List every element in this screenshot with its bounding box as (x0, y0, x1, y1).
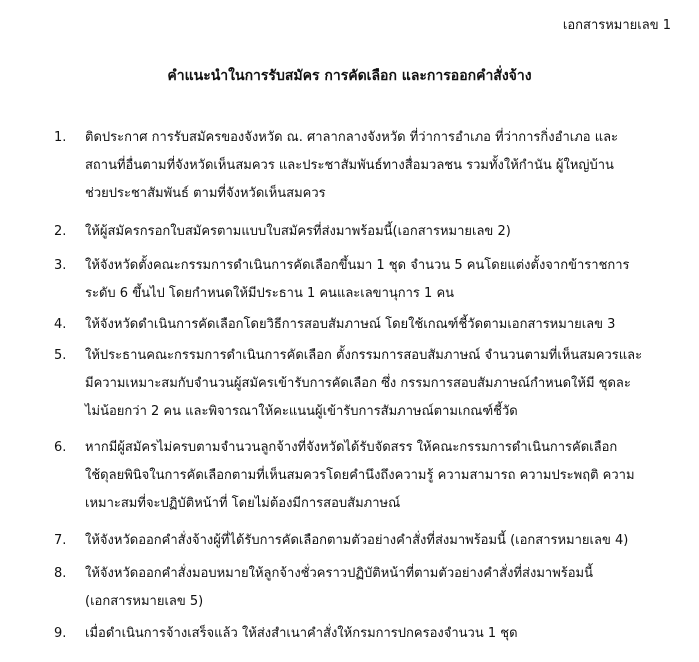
item-text (85, 252, 675, 308)
item-text (85, 434, 675, 518)
item-line: ให้จังหวัดออกคำสั่งจ้างผู้ที่ได้รับการคัดเลือกตามตัวอย่างคำสั่งที่ส่งมาพร้อมนี้ (เอกสารหมายเลข 4) (85, 533, 629, 548)
item-text (85, 560, 675, 616)
item-line: มีความเหมาะสมกับจำนวนผู้สมัครเข้ารับการคัดเลือก ซึ่ง กรรมการสอบสัมภาษณ์กำหนดให้มี ชุดละ (85, 376, 631, 391)
document-number-label: เอกสารหมายเลข 1 (562, 18, 671, 33)
item-line: ให้จังหวัดออกคำสั่งมอบหมายให้ลูกจ้างชั่วคราวปฏิบัติหน้าที่ตามตัวอย่างคำสั่งที่ส่งมาพร้อมนี้ (85, 566, 594, 581)
item-number: 9. (54, 626, 67, 641)
item-line: เหมาะสมที่จะปฏิบัติหน้าที่ โดยไม่ต้องมีการสอบสัมภาษณ์ (85, 496, 401, 511)
item-line: หากมีผู้สมัครไม่ครบตามจำนวนลูกจ้างที่จังหวัดได้รับจัดสรร ให้คณะกรรมการดำเนินการคัดเลือก (85, 440, 618, 455)
item-line: ติดประกาศ การรับสมัครของจังหวัด ณ. ศาลากลางจังหวัด ที่ว่าการอำเภอ ที่ว่าการกิ่งอำเภอ และ (85, 130, 619, 145)
item-text (85, 218, 675, 246)
item-line: ใช้ดุลยพินิจในการคัดเลือกตามที่เห็นสมควรโดยคำนึงถึงความรู้ ความสามารถ ความประพฤติ ความ (85, 468, 635, 483)
item-line: (เอกสารหมายเลข 5) (85, 594, 204, 609)
item-number: 5. (54, 348, 67, 363)
item-line: สถานที่อื่นตามที่จังหวัดเห็นสมควร และประชาสัมพันธ์ทางสื่อมวลชน รวมทั้งให้กำนัน ผู้ใหญ่บ้าน (85, 158, 614, 173)
item-number: 6. (54, 440, 67, 455)
item-text (85, 311, 675, 339)
item-text (85, 342, 675, 426)
item-text (85, 620, 675, 648)
item-line: ช่วยประชาสัมพันธ์ ตามที่จังหวัดเห็นสมควร (85, 186, 326, 201)
item-text (85, 527, 675, 555)
item-number: 2. (54, 224, 67, 239)
item-line: ให้จังหวัดดำเนินการคัดเลือกโดยวิธีการสอบสัมภาษณ์ โดยใช้เกณฑ์ชี้วัดตามเอกสารหมายเลข 3 (85, 317, 616, 332)
item-line: ให้ประธานคณะกรรมการดำเนินการคัดเลือก ตั้งกรรมการสอบสัมภาษณ์ จำนวนตามที่เห็นสมควรและ (85, 348, 643, 363)
item-number: 3. (54, 258, 67, 273)
item-number: 7. (54, 533, 67, 548)
item-line: ให้จังหวัดตั้งคณะกรรมการดำเนินการคัดเลือกขึ้นมา 1 ชุด จำนวน 5 คนโดยแต่งตั้งจากข้าราชการ (85, 258, 630, 273)
item-number: 1. (54, 130, 67, 145)
item-number: 4. (54, 317, 67, 332)
item-line: ระดับ 6 ขึ้นไป โดยกำหนดให้มีประธาน 1 คนและเลขานุการ 1 คน (85, 286, 455, 301)
item-number: 8. (54, 566, 67, 581)
item-text (85, 124, 675, 208)
document-title: คำแนะนำในการรับสมัคร การคัดเลือก และการออกคำสั่งจ้าง (167, 68, 532, 84)
item-line: เมื่อดำเนินการจ้างเสร็จแล้ว ให้ส่งสำเนาคำสั่งให้กรมการปกครองจำนวน 1 ชุด (85, 626, 518, 641)
item-line: ไม่น้อยกว่า 2 คน และพิจารณาให้คะแนนผู้เข้ารับการสัมภาษณ์ตามเกณฑ์ชี้วัด (85, 404, 518, 419)
item-line: ให้ผู้สมัครกรอกใบสมัครตามแบบใบสมัครที่ส่งมาพร้อมนี้(เอกสารหมายเลข 2) (85, 224, 511, 239)
